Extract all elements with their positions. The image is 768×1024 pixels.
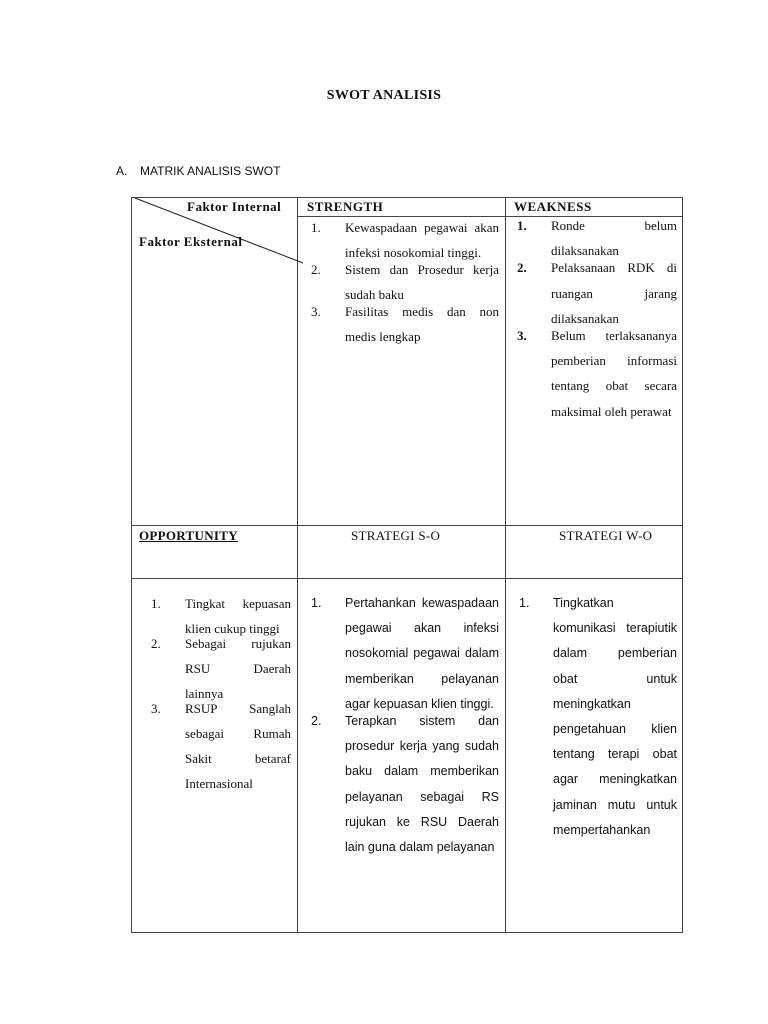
list-item (519, 591, 677, 843)
list-item-text: Fasilitas medis dan non medis lengkap (345, 304, 499, 344)
list-number: 2. (151, 636, 161, 651)
strategi-so-list (311, 591, 499, 860)
section-heading (116, 164, 280, 178)
column-divider-2 (505, 197, 506, 933)
strength-list (311, 215, 499, 349)
list-number: 2. (311, 262, 321, 277)
strategi-wo-label: STRATEGI W-O (559, 528, 653, 543)
list-number: 1. (311, 220, 321, 235)
column-divider-1 (297, 197, 298, 933)
swot-matrix-table (131, 197, 683, 933)
list-item (311, 709, 499, 860)
list-item-text: Tingkat kepuasan klien cukup tinggi (185, 596, 291, 636)
list-number: 1. (519, 596, 530, 610)
document-title: SWOT ANALISIS (326, 88, 442, 103)
list-number: 2. (311, 714, 322, 729)
list-number: 3. (311, 304, 321, 319)
list-number: 2. (517, 260, 527, 276)
opportunity-cell (151, 591, 291, 796)
table-border-left (131, 197, 132, 933)
list-item-text: Kewaspadaan pegawai akan infeksi nosokomial tinggi. (345, 220, 499, 260)
table-border-bottom (131, 932, 683, 933)
strategi-so-label: STRATEGI S-O (351, 528, 441, 543)
list-number: 1. (517, 218, 527, 233)
list-number: 1. (311, 596, 322, 610)
section-letter: A. (116, 164, 128, 178)
list-number: 3. (517, 328, 527, 344)
list-item-text: Pertahankan kewaspadaan pegawai akan infeksi nosokomial pegawai dalam memberikan pelayanan agar kepuasan klien tinggi. (345, 596, 499, 711)
weakness-cell (517, 213, 677, 424)
strength-cell (311, 215, 499, 349)
list-item-text: Sebagai rujukan RSU Daerah lainnya (185, 636, 291, 701)
strength-header: STRENGTH (307, 199, 384, 214)
weakness-header: WEAKNESS (514, 199, 592, 214)
list-item (151, 631, 291, 706)
opportunity-label: OPPORTUNITY (139, 528, 238, 543)
strategi-wo-list (519, 591, 677, 843)
row-divider-2 (131, 578, 683, 579)
weakness-list (517, 213, 677, 424)
list-item-text: Tingkatkan komunikasi terapiutik dalam pemberian obat untuk meningkatkan pengetahuan klien tentang terapi obat agar meningkatkan jaminan mutu untuk mempertahankan (553, 596, 677, 837)
list-item-text: Ronde belum dilaksanakan (551, 218, 677, 259)
list-item (151, 696, 291, 796)
row-divider-1 (131, 525, 683, 526)
list-item (311, 299, 499, 349)
list-item (311, 591, 499, 717)
list-item-text: Pelaksanaan RDK di ruangan jarang dilaksanakan (551, 260, 677, 326)
list-number: 1. (151, 596, 161, 611)
list-item-text: Sistem dan Prosedur kerja sudah baku (345, 262, 499, 302)
faktor-internal-label: Faktor Internal (187, 199, 282, 214)
list-item-text: RSUP Sanglah sebagai Rumah Sakit betaraf Internasional (185, 701, 291, 791)
list-item (517, 323, 677, 424)
opportunity-list (151, 591, 291, 796)
list-number: 3. (151, 701, 161, 716)
table-border-right (682, 197, 683, 933)
list-item-text: Terapkan sistem dan prosedur kerja yang sudah baku dalam memberikan pelayanan sebagai RS rujukan ke RSU Daerah lain guna dalam pelayanan (345, 714, 499, 855)
strategi-wo-cell (519, 591, 677, 843)
strategi-so-cell (311, 591, 499, 860)
list-item (517, 255, 677, 331)
list-item-text: Belum terlaksananya pemberian informasi tentang obat secara maksimal oleh perawat (551, 328, 677, 419)
faktor-eksternal-label: Faktor Eksternal (139, 234, 243, 249)
section-heading-text: MATRIK ANALISIS SWOT (140, 164, 281, 178)
